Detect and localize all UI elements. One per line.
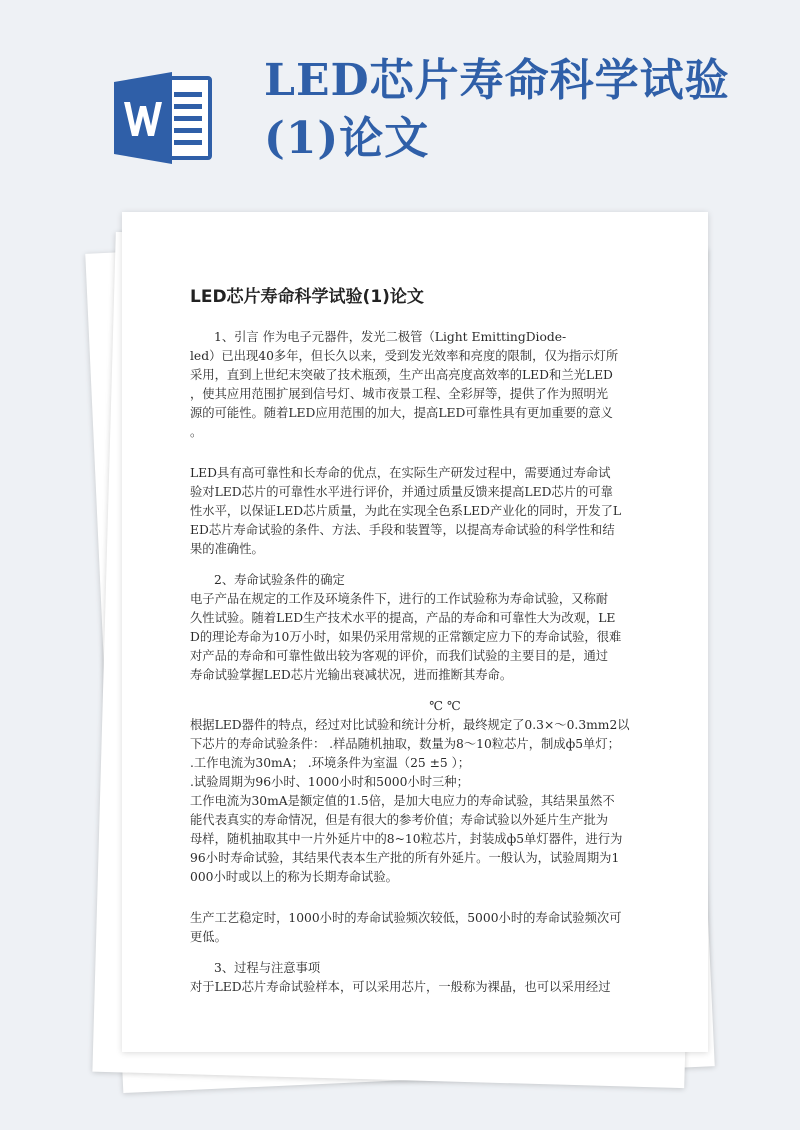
document-body [190,328,640,997]
document-title: LED芯片寿命科学试验(1)论文 [190,287,424,307]
text-line: 更低。 [190,930,227,944]
page-title: LED芯片寿命科学试验(1)论文 [264,55,730,164]
text-line: 。 [190,425,203,439]
text-line: 96小时寿命试验，其结果代表本生产批的所有外延片。一般认为，试验周期为1 [190,851,620,865]
text-line: 对于LED芯片寿命试验样本，可以采用芯片，一般称为裸晶，也可以采用经过 [190,980,611,994]
text-line: 生产工艺稳定时，1000小时的寿命试验频次较低，5000小时的寿命试验频次可 [190,911,622,925]
text-line: ℃ ℃ [429,699,461,713]
text-line: led）已出现40多年，但长久以来，受到发光效率和亮度的限制，仅为指示灯所 [190,349,619,363]
text-line: 根据LED器件的特点，经过对比试验和统计分析，最终规定了0.3×～0.3mm2以 [190,718,630,732]
page-header [0,0,800,210]
text-line: 采用，直到上世纪末突破了技术瓶颈，生产出高亮度高效率的LED和兰光LED [190,368,613,382]
text-line: 下芯片的寿命试验条件： .样品随机抽取，数量为8～10粒芯片，制成ф5单灯； [190,737,620,751]
text-line: 母样，随机抽取其中一片外延片中的8~10粒芯片，封装成ф5单灯器件，进行为 [190,832,623,846]
text-line: 对产品的寿命和可靠性做出较为客观的评价，而我们试验的主要目的是，通过 [190,649,609,663]
text-line: 工作电流为30mA是额定值的1.5倍，是加大电应力的寿命试验，其结果虽然不 [190,794,615,808]
text-line: 验对LED芯片的可靠性水平进行评价，并通过质量反馈来提高LED芯片的可靠 [190,485,613,499]
text-line: 性水平，以保证LED芯片质量，为此在实现全色系LED产业化的同时，开发了L [190,504,622,518]
section-heading: 3、过程与注意事项 [214,961,321,975]
text-line: 000小时或以上的称为长期寿命试验。 [190,870,398,884]
text-line: D的理论寿命为10万小时，如果仍采用常规的正常额定应力下的寿命试验，很难 [190,630,622,644]
text-line: .试验周期为96小时、1000小时和5000小时三种； [190,775,469,789]
text-line: ED芯片寿命试验的条件、方法、手段和装置等，以提高寿命试验的科学性和结 [190,523,615,537]
text-line: 能代表真实的寿命情况，但是有很大的参考价值；寿命试验以外延片生产批为 [190,813,609,827]
text-line: 电子产品在规定的工作及环境条件下，进行的工作试验称为寿命试验，又称耐 [190,592,609,606]
text-line: 源的可能性。随着LED应用范围的加大，提高LED可靠性具有更加重要的意义 [190,406,613,420]
text-line: 久性试验。随着LED生产技术水平的提高，产品的寿命和可靠性大为改观，LE [190,611,616,625]
text-line: .工作电流为30mA； .环境条件为室温（25 ±5 ）； [190,756,471,770]
text-line: ，使其应用范围扩展到信号灯、城市夜景工程、全彩屏等，提供了作为照明光 [190,387,609,401]
section-heading: 2、寿命试验条件的确定 [214,573,345,587]
text-line: 寿命试验掌握LED芯片光输出衰减状况，进而推断其寿命。 [190,668,513,682]
text-line: 1、引言 作为电子元器件，发光二极管（Light EmittingDiode- [214,330,567,344]
text-line: 果的准确性。 [190,542,264,556]
document-page [122,212,708,1052]
word-document-icon [112,68,214,168]
text-line: LED具有高可靠性和长寿命的优点，在实际生产研发过程中，需要通过寿命试 [190,466,611,480]
